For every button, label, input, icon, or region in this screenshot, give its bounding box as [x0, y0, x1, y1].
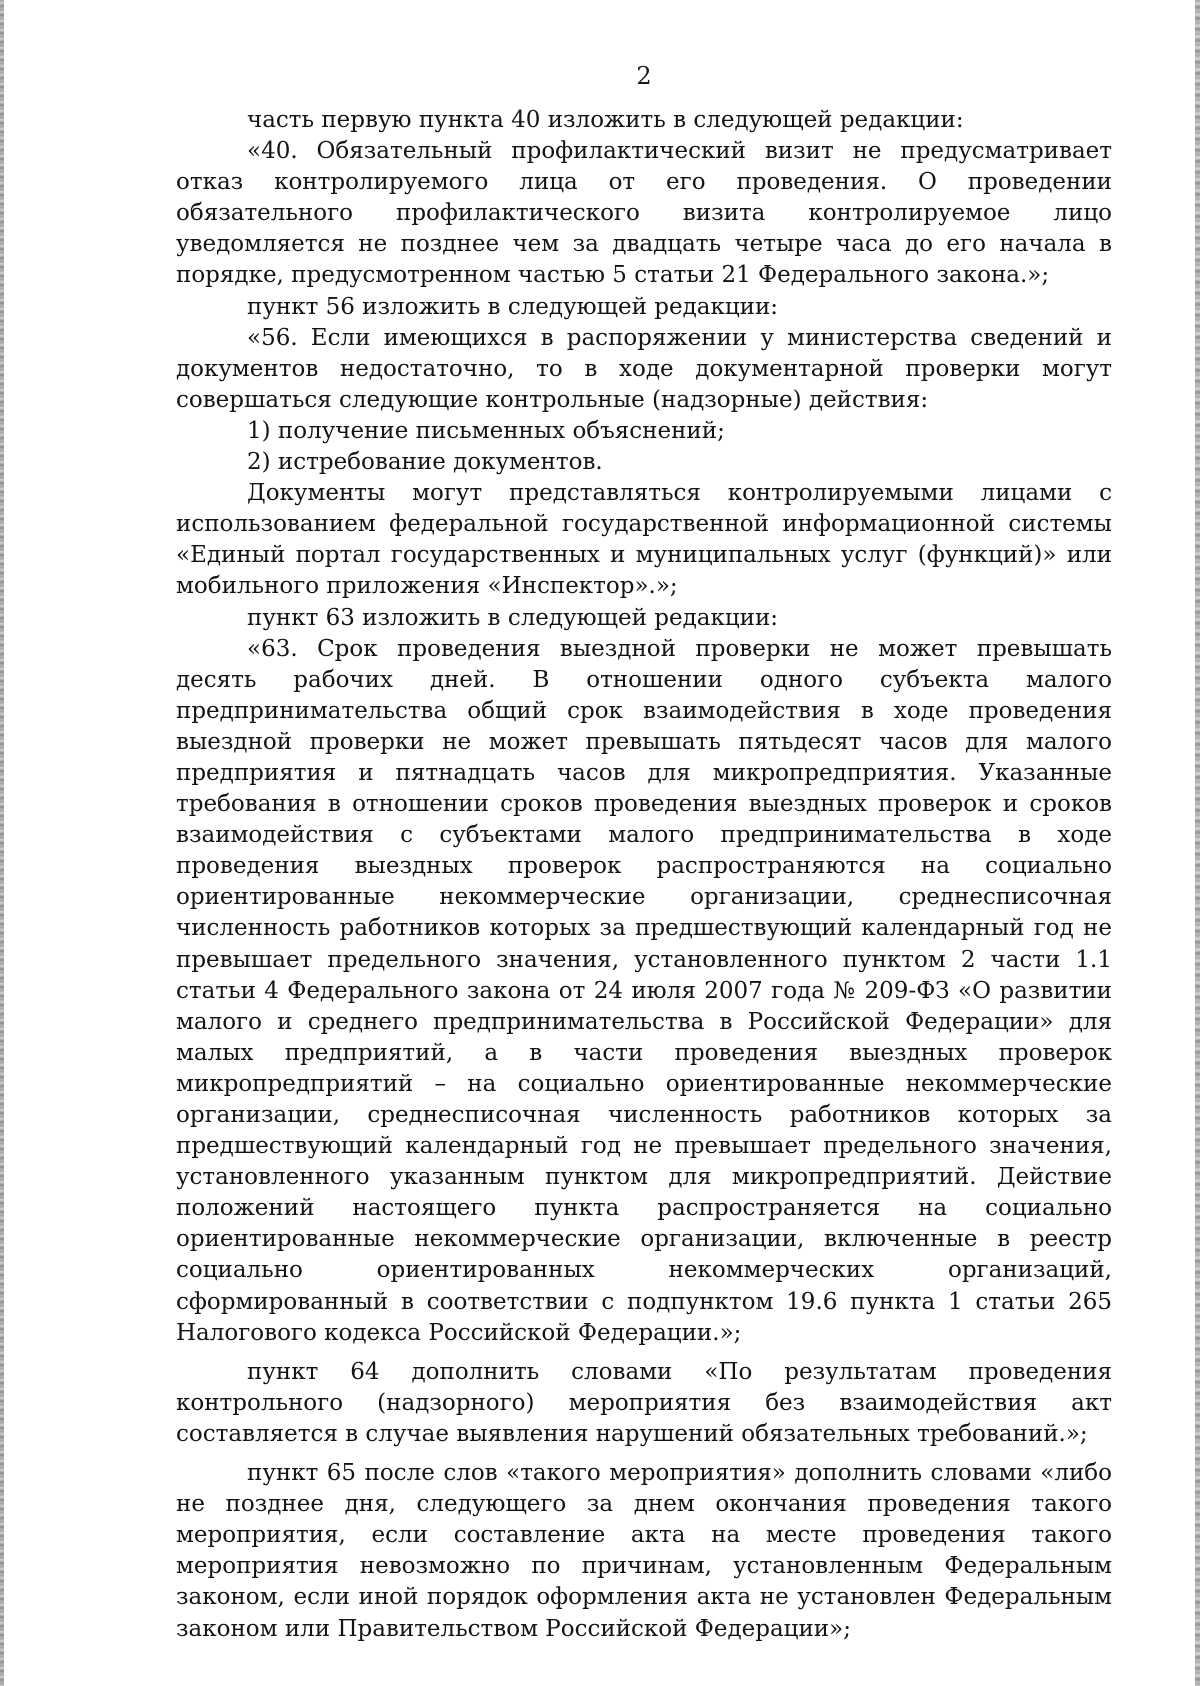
- page-number: 2: [636, 62, 652, 90]
- document-body: [176, 105, 1112, 1645]
- scan-edge-left: [0, 0, 4, 1686]
- paragraph-amend-63-intro: пункт 63 изложить в следующей редакции:: [247, 604, 779, 631]
- paragraph-clause-63: «63. Срок проведения выездной проверки не может превышать десять рабочих дней. В отношении одного субъекта малого предпринимательства общий срок взаимодействия в ходе проведения выездной проверки не может превышать пятьдесят часов для малого предприятия и пятнадцать часов для микропредприятия. Указанные требования в отношении сроков проведения выездных проверок и сроков взаимодействия с субъектами малого предпринимательства в ходе проведения выездных проверок распространяются на социально ориентированные некоммерческие организации, среднесписочная численность работников которых за предшествующий календарный год не превышает предельного значения, установленного пунктом 2 части 1.1 статьи 4 Федерального закона от 24 июля 2007 года № 209-ФЗ «О развитии малого и среднего предпринимательства в Российской Федерации» для малых предприятий, а в части проведения выездных проверок микропредприятий – на социально ориентированные некоммерческие организации, среднесписочная численность работников которых за предшествующий календарный год не превышает предельного значения, установленного указанным пунктом для микропредприятий. Действие положений настоящего пункта распространяется на социально ориентированные некоммерческие организации, включенные в реестр социально ориентированных некоммерческих организаций, сформированный в соответствии с подпунктом 19.6 пункта 1 статьи 265 Налогового кодекса Российской Федерации.»;: [176, 635, 1112, 1346]
- scan-edge-right: [1195, 0, 1200, 1686]
- paragraph-documents: Документы могут представляться контролируемыми лицами с использованием федеральной государственной информационной системы «Единый портал государственных и муниципальных услуг (функций)» или мобильного приложения «Инспектор».»;: [176, 480, 1112, 600]
- paragraph-amend-64: пункт 64 дополнить словами «По результатам проведения контрольного (надзорного) мероприятия без взаимодействия акт составляется в случае выявления нарушений обязательных требований.»;: [176, 1358, 1112, 1447]
- paragraph-clause-56: «56. Если имеющихся в распоряжении у министерства сведений и документов недостаточно, то в ходе документарной проверки могут совершаться следующие контрольные (надзорные) действия:: [176, 324, 1112, 413]
- paragraph-clause-40: «40. Обязательный профилактический визит не предусматривает отказ контролируемого лица от его проведения. О проведении обязательного профилактического визита контролируемое лицо уведомляется не позднее чем за двадцать четыре часа до его начала в порядке, предусмотренном частью 5 статьи 21 Федерального закона.»;: [176, 138, 1112, 289]
- paragraph-amend-56-intro: пункт 56 изложить в следующей редакции:: [247, 293, 779, 320]
- paragraph-list-item-2: 2) истребование документов.: [247, 449, 603, 476]
- paragraph-list-item-1: 1) получение письменных объяснений;: [247, 417, 725, 444]
- paragraph-amend-65: пункт 65 после слов «такого мероприятия» дополнить словами «либо не позднее дня, следующего за днем окончания проведения такого мероприятия, если составление акта на месте проведения такого мероприятия невозможно по причинам, установленным Федеральным законом, если иной порядок оформления акта не установлен Федеральным законом или Правительством Российской Федерации»;: [176, 1460, 1112, 1642]
- paragraph-amend-40-intro: часть первую пункта 40 изложить в следующей редакции:: [247, 107, 964, 133]
